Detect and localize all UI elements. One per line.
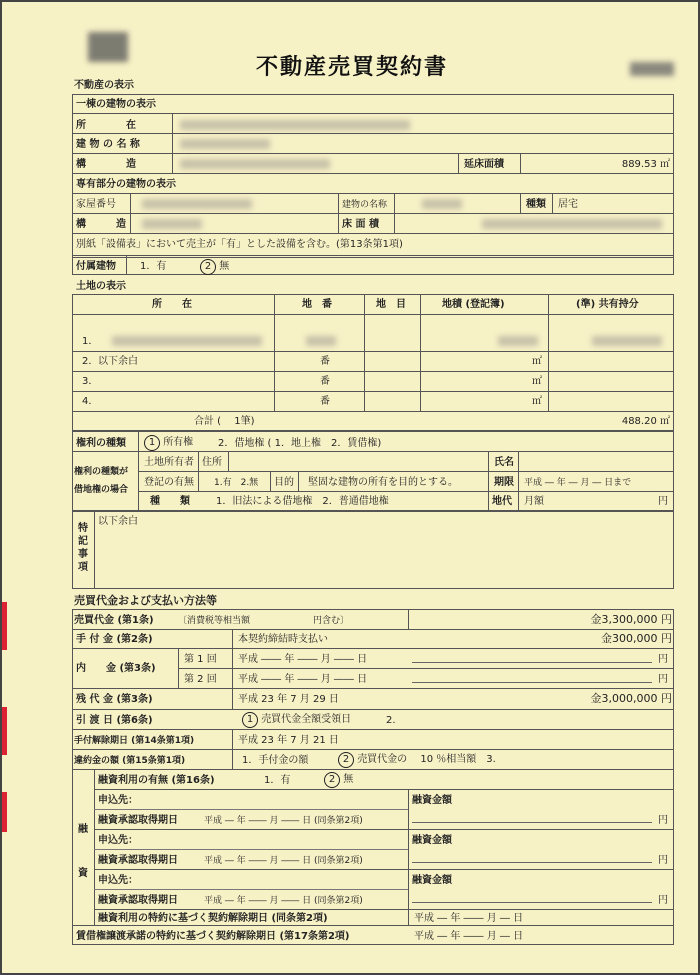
loan-2-yen: 円	[658, 855, 668, 866]
redacted-structure	[180, 159, 330, 169]
loan-use-label: 融資利用の有無 (第16条)	[98, 775, 215, 786]
delivery-option-1: 1 売買代金全額受領日	[242, 712, 351, 728]
owner-name-label: 氏名	[494, 457, 514, 468]
land-row-4-no: 4．	[82, 396, 99, 407]
loan-use-no: 2 無	[324, 772, 353, 788]
annex-option-no: 2 無	[200, 259, 229, 275]
land-row-1-no: 1．	[82, 336, 99, 347]
loan-1-applicant-label: 申込先：	[98, 795, 138, 806]
interim-1-yen: 円	[658, 654, 668, 665]
lease-termination-date: 平成 ― 年 ―― 月 ― 日	[414, 931, 524, 942]
section-heading-land: 土地の表示	[76, 281, 126, 292]
rights-option-ownership: 1 所有権	[144, 435, 193, 451]
land-owner-label: 土地所有者	[144, 457, 194, 468]
loan-use-yes: 1．有	[264, 775, 291, 786]
structure2-label: 構 造	[76, 219, 126, 230]
loan-2-approval-date: 平成 ― 年 ―― 月 ―― 日 (同条第2項)	[204, 856, 363, 866]
land-total-value: 488.20 ㎡	[621, 416, 670, 427]
loan-termination-label: 融資利用の特約に基づく契約解除期日 (同条第2項)	[98, 913, 328, 924]
red-tab-marker	[2, 602, 7, 650]
rights-sub-label-1: 権利の種類が	[74, 467, 129, 477]
redacted-land-location	[112, 336, 262, 346]
interim-2-label: 第 2 回	[184, 674, 217, 685]
redacted-floor-space	[482, 219, 662, 229]
loan-1-approval-date: 平成 ― 年 ―― 月 ―― 日 (同条第2項)	[204, 816, 363, 826]
loan-label-bottom: 資	[78, 868, 88, 879]
equipment-note: 別紙「設備表」において売主が「有」とした設備を含む。(第13条第1項)	[76, 239, 403, 250]
exclusive-section-label: 専有部分の建物の表示	[76, 179, 176, 190]
cancel-date: 平成 23 年 7 月 21 日	[238, 735, 339, 746]
loan-2-approval-label: 融資承認取得期日	[98, 855, 178, 866]
selected-circle: 2	[200, 259, 216, 275]
owner-address-label: 住所	[202, 457, 222, 468]
annex-label: 付属建物	[76, 261, 116, 272]
annex-option-yes: 1．有	[140, 261, 167, 272]
document-title: 不動産売買契約書	[255, 55, 448, 80]
rent-yen: 円	[658, 496, 668, 507]
loan-3-amount-label: 融資金額	[412, 875, 452, 886]
floor-area-label: 延床面積	[464, 159, 504, 170]
interim-label: 内 金 (第3条)	[76, 663, 156, 674]
redacted-building-name	[180, 139, 270, 149]
redacted-land-area	[498, 336, 538, 346]
selected-circle: 1	[242, 712, 258, 728]
term-text: 平成 ― 年 ― 月 ― 日まで	[524, 478, 632, 488]
purpose-text: 堅固な建物の所有を目的とする。	[308, 477, 458, 488]
interim-1-label: 第 1 回	[184, 654, 217, 665]
delivery-label: 引 渡 日 (第6条)	[76, 715, 153, 726]
land-header-ban: 地 番	[302, 299, 332, 310]
penalty-label: 違約金の額 (第15条第1項)	[74, 756, 186, 766]
interim-2-date: 平成 ―― 年 ―― 月 ―― 日	[238, 674, 368, 685]
loan-3-approval-date: 平成 ― 年 ―― 月 ―― 日 (同条第2項)	[204, 896, 363, 906]
loan-3-yen: 円	[658, 895, 668, 906]
floor-area-value: 889.53 ㎡	[621, 159, 670, 170]
redacted-land-share	[592, 336, 662, 346]
kind-value: 居宅	[558, 199, 578, 210]
land-row-3-sqm: ㎡	[532, 376, 542, 387]
floor-space-label: 床 面 積	[342, 219, 379, 230]
rights-option-leasehold: 2．借地権 ( 1．地上権 2．賃借権)	[218, 438, 382, 449]
price-label: 売買代金 (第1条)	[74, 615, 154, 626]
land-header-area: 地積 (登記簿)	[442, 299, 505, 310]
kind-label: 種類	[526, 199, 546, 210]
land-row-2-ban: 番	[320, 356, 330, 367]
loan-3-approval-label: 融資承認取得期日	[98, 895, 178, 906]
penalty-option-1: 1．手付金の額	[242, 755, 309, 766]
lease-kind-options: 1．旧法による借地権 2．普通借地権	[216, 496, 389, 507]
selected-circle: 1	[144, 435, 160, 451]
land-header-share: (準) 共有持分	[576, 299, 639, 310]
redacted-land-ban	[306, 336, 336, 346]
term-label: 期限	[494, 477, 514, 488]
redacted-exclusive-name	[422, 199, 462, 209]
loan-label-top: 融	[78, 824, 88, 835]
section-heading-payment: 売買代金および支払い方法等	[74, 594, 217, 607]
deposit-value: 金300,000 円	[601, 632, 672, 645]
red-tab-marker	[2, 707, 7, 755]
red-tab-marker	[2, 792, 7, 832]
location-label: 所 在	[76, 120, 136, 131]
loan-3-applicant-label: 申込先：	[98, 875, 138, 886]
loan-1-approval-label: 融資承認取得期日	[98, 815, 178, 826]
rights-type-label: 権利の種類	[76, 438, 126, 449]
land-row-3-no: 3．	[82, 376, 99, 387]
structure-label: 構 造	[76, 159, 136, 170]
house-number-label: 家屋番号	[76, 199, 116, 210]
delivery-option-2: 2.	[386, 715, 396, 726]
penalty-option-2: 2 売買代金の 10 ％相当額 3.	[338, 752, 496, 768]
land-row-2-no: 2．	[82, 356, 99, 367]
building-name-label: 建 物 の 名 称	[76, 139, 140, 150]
special-notes-box	[72, 511, 674, 589]
special-notes-text: 以下余白	[98, 516, 138, 527]
registration-options: 1.有 2.無	[214, 478, 259, 488]
lease-kind-label: 種 類	[150, 496, 190, 507]
interim-1-date: 平成 ―― 年 ―― 月 ―― 日	[238, 654, 368, 665]
land-row-4-sqm: ㎡	[532, 396, 542, 407]
cancel-label: 手付解除期日 (第14条第1項)	[74, 736, 195, 746]
purpose-label: 目的	[274, 477, 294, 488]
building-section-label: 一棟の建物の表示	[76, 99, 156, 110]
selected-circle: 2	[324, 772, 340, 788]
loan-1-amount-label: 融資金額	[412, 795, 452, 806]
land-row-2-location: 以下余白	[98, 356, 138, 367]
price-value: 金3,300,000 円	[590, 613, 672, 626]
selected-circle: 2	[338, 752, 354, 768]
interim-2-yen: 円	[658, 674, 668, 685]
rights-sub-label-2: 借地権の場合	[74, 485, 129, 495]
balance-value: 金3,000,000 円	[590, 692, 672, 705]
rent-label: 地代	[492, 496, 512, 507]
balance-date: 平成 23 年 7 月 29 日	[238, 694, 339, 705]
loan-1-yen: 円	[658, 815, 668, 826]
land-row-4-ban: 番	[320, 396, 330, 407]
special-notes-label: 特記事項	[78, 523, 88, 573]
deposit-label: 手 付 金 (第2条)	[76, 634, 153, 645]
land-total-label: 合計 ( 1筆)	[194, 416, 255, 427]
registration-label: 登記の有無	[144, 477, 194, 488]
rent-text: 月額	[524, 496, 544, 507]
redacted-house-number	[142, 199, 252, 209]
balance-label: 残 代 金 (第3条)	[76, 694, 153, 705]
redacted-structure2	[142, 219, 202, 229]
land-row-3-ban: 番	[320, 376, 330, 387]
loan-termination-date: 平成 ― 年 ―― 月 ― 日	[414, 913, 524, 924]
section-heading-property: 不動産の表示	[74, 80, 134, 91]
loan-2-amount-label: 融資金額	[412, 835, 452, 846]
land-row-2-sqm: ㎡	[532, 356, 542, 367]
exclusive-building-name-label: 建物の名称	[342, 200, 388, 210]
land-header-moku: 地 目	[376, 299, 406, 310]
land-header-location: 所 在	[152, 299, 192, 310]
loan-2-applicant-label: 申込先：	[98, 835, 138, 846]
lease-termination-label: 賃借権譲渡承諾の特約に基づく契約解除期日 (第17条第2項)	[76, 931, 350, 942]
deposit-note: 本契約締結時支払い	[238, 634, 328, 645]
price-note: 〔消費税等相当額 円含む〕	[178, 616, 350, 626]
redacted-location	[180, 120, 410, 130]
